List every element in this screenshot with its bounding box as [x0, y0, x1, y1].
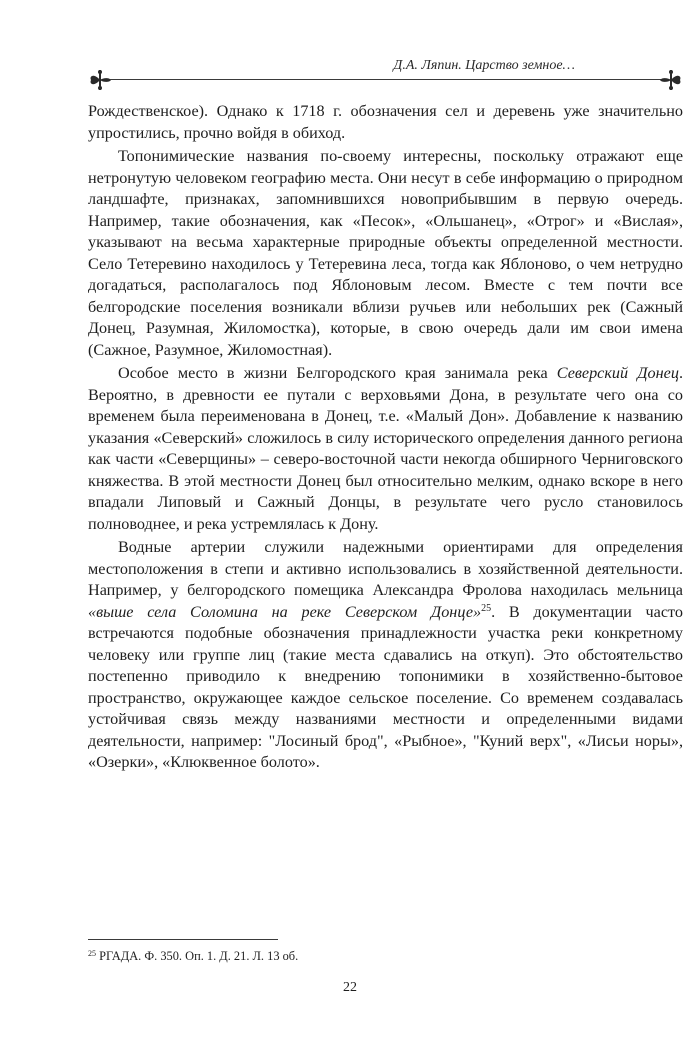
footnote-number: 25	[88, 949, 96, 958]
paragraph-text: Особое место в жизни Белгородского края занимала река	[118, 364, 557, 382]
quotation-emphasis: «выше села Соломина на реке Северском Донце»	[88, 602, 482, 621]
paragraph: Рождественское). Однако к 1718 г. обозначения сел и деревень уже значительно упростились, прочно войдя в обиход.	[88, 102, 683, 142]
footnote	[88, 946, 683, 964]
footnote-text: РГАДА. Ф. 350. Оп. 1. Д. 21. Л. 13 об.	[99, 949, 299, 963]
paragraph: Топонимические названия по-своему интересны, поскольку отражают еще нетронутую человеком географию места. Они несут в себе информацию о природном ландшафте, признаках, запомнившихся новоприбывшим в первую очередь. Например, такие обозначения, как «Песок», «Ольшанец», «Отрог» и «Вислая», указывают на весьма характерные природные объекты определенной местности. Село Тетеревино находилось у Тетеревина леса, тогда как Яблоново, о чем нетрудно догадаться, располагалось под Яблоновым лесом. Вместе с тем почти все белгородские поселения возникали вблизи ручьев или небольших рек (Сажный Донец, Разумная, Жиломостка), которые, в свою очередь дали им свои имена (Сажное, Разумное, Жиломостная).	[88, 147, 683, 359]
footnote-rule	[88, 939, 278, 940]
page-number: 22	[343, 980, 357, 995]
paragraph-text: Водные артерии служили надежными ориентирами для определения местоположения в степи и активно использовались в хозяйственной деятельности. Например, у белгородского помещика Александра Фролова находилась мельница	[88, 538, 683, 599]
header-rule	[110, 79, 661, 80]
running-title: Д.А. Ляпин. Царство земное…	[393, 58, 575, 73]
paragraph-text: . В документации часто встречаются подобные обозначения принадлежности участка реки конкретному человеку или группе лиц (такие места сдавались на откуп). Это обстоятельство постепенно приводило к внедрению топонимики в хозяйственно-бытовое пространство, окружающее каждое сельское поселение. Со временем создавалась устойчивая связь между названиями местности и определенными видами деятельности, например: "Лосиный брод", «Рыбное», "Куний верх", «Лисьи норы», «Озерки», «Клюквенное болото».	[88, 602, 683, 771]
footnote-reference[interactable]: 25	[481, 602, 492, 614]
body-text	[88, 101, 683, 774]
paragraph-text: . Вероятно, в древности ее путали с верховьями Дона, в результате чего она со временем была переименована в Донец, т.е. «Малый Дон». Добавление к названию указания «Северский» сложилось в силу исторического определения данного региона как части «Северщины» – северо-восточной части некогда обширного Черниговского княжества. В этой местности Донец был относительно мелким, однако вскоре в него впадали Липовый и Сажный Донцы, в результате чего русло становилось полноводнее, и река устремлялась к Дону.	[88, 364, 684, 533]
left-fleuron-icon	[88, 69, 112, 91]
paragraph	[88, 537, 683, 774]
river-name-emphasis: Северский Донец	[556, 364, 679, 382]
paragraph	[88, 363, 683, 535]
right-fleuron-icon	[659, 69, 683, 91]
running-header	[88, 56, 683, 96]
